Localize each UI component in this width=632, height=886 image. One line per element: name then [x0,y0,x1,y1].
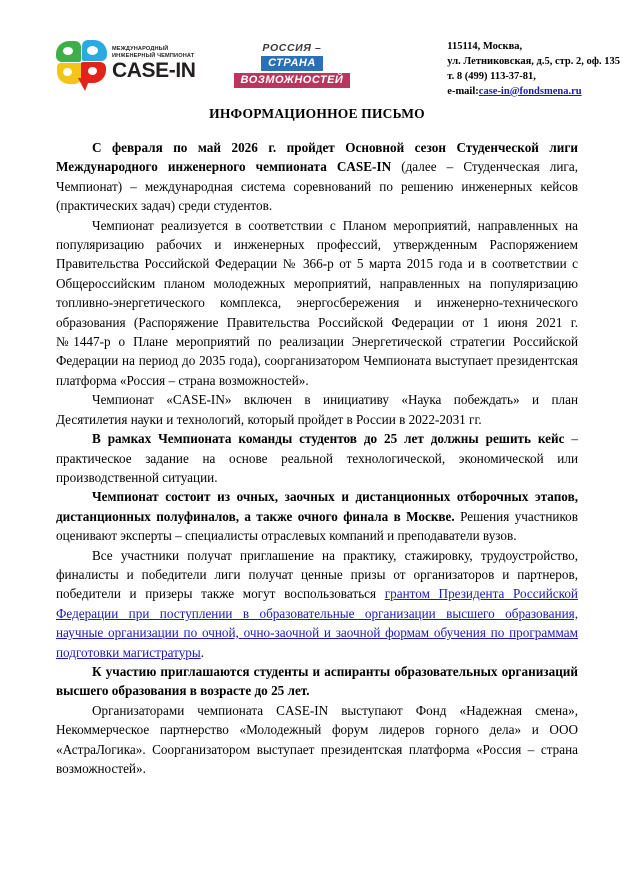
contact-block [447,40,620,100]
paragraph-6-part2: . [200,644,205,660]
paragraph-1-rest: (далее – Студенческая лига, Чемпионат) – международная система соревнований по решению инженерных кейсов (практических задач) среди студентов. [56,159,578,214]
russia-logo-line1: РОССИЯ – [262,42,322,54]
contact-phone: т. 8 (499) 113-37-81, [447,70,536,82]
brain-dot [63,68,72,76]
paragraph-5-rest: Решения участников оценивают эксперты – специалисты отраслевых компаний и преподаватели вузов. [56,508,578,544]
brain-dot [88,67,97,75]
document-title: ИНФОРМАЦИОННОЕ ПИСЬМО [209,106,425,121]
paragraph-7-bold: К участию приглашаются студенты и аспиранты образовательных организаций высшего образования в возрасте до 25 лет. [56,663,578,699]
contact-city: 115114, Москва, [447,41,523,52]
contact-email-row [447,85,620,100]
paragraph-1-bold: С февраля по май 2026 г. пройдет Основной сезон Студенческой лиги Международного инженерного чемпионата CASE-IN [56,140,578,175]
case-in-tagline-line1: МЕЖДУНАРОДНЫЙ [112,45,169,52]
paragraph-7 [56,662,578,701]
brain-dot [63,47,73,55]
brain-dot [87,46,98,55]
paragraph-3: Чемпионат «CASE-IN» включен в инициативу «Наука побеждать» и план Десятилетия науки и технологий, который пройдет в России в 2022-2031 гг. [56,392,578,427]
case-in-tagline-line2: ИНЖЕНЕРНЫЙ ЧЕМПИОНАТ [112,52,195,59]
russia-country-of-opportunities-logo [234,42,351,88]
paragraph-8: Организаторами чемпионата CASE-IN выступают Фонд «Надежная смена», Некоммерческое партнерство «Молодежный форум лидеров горного дела» и ООО «АстраЛогика». Соорганизатором выступает президентская платформа «Россия – страна возможностей». [56,702,578,776]
paragraph-4-rest: – практическое задание на основе реальной технологической, экономической или производственной ситуации. [56,431,578,485]
paragraph-6-part1: Все участники получат приглашение на практику, стажировку, трудоустройство, финалисты и победители лиги получат ценные призы от организаторов и партнеров, победители и призеры также могут воспользоваться [56,547,578,602]
case-in-wordmark: CASE-IN [112,59,196,83]
brain-tail [78,78,90,91]
paragraph-2: Чемпионат реализуется в соответствии с Планом мероприятий, направленных на популяризацию рабочих и инженерных профессий, утвержденным Распоряжением Правительства Российской Федерации № 366-р от 5 марта 2015 года и в соответствии с Общероссийским планом молодежных мероприятий, направленных на популяризацию топливно-энергетического комплекса, энергосбережения и инженерно-технического образования (Распоряжение Правительства Российской Федерации от 1 июня 2021 г. №1447-р о Плане мероприятий по реализации Энергетической стратегии Российской Федерации на период до 2035 года), соорганизатором Чемпионата выступает президентская платформа «Россия – страна возможностей». [56,217,578,388]
contact-street: ул. Летниковская, д.5, стр. 2, оф. 135 [447,55,620,67]
contact-email-label: e-mail: [447,85,479,97]
paragraph-4-bold: В рамках Чемпионата команды студентов до 25 лет должны решить кейс [92,431,565,447]
letterhead [0,0,632,97]
presidential-grant-link[interactable]: грантом Президента Российской Федерации при поступлении в образовательные организации высшего образования, научные организации по очной, очно-заочной и заочной формам обучения по программам подготовки магистратуры [56,586,578,660]
paragraph-4 [56,429,578,487]
paragraph-5 [56,487,578,545]
paragraph-1 [56,138,578,216]
case-in-logo [56,40,196,88]
paragraph-5-bold: Чемпионат состоит из очных, заочных и дистанционных отборочных этапов, дистанционных полуфиналов, а также очного финала в Москве. [56,489,578,524]
brain-icon [56,40,108,88]
russia-logo-line2: СТРАНА [261,56,323,71]
russia-logo-line3: ВОЗМОЖНОСТЕЙ [234,73,351,88]
document-body [56,78,578,778]
contact-email-link[interactable]: case-in@fondsmena.ru [478,85,582,97]
case-in-wordmark-group [112,47,196,81]
paragraph-6 [56,546,578,662]
